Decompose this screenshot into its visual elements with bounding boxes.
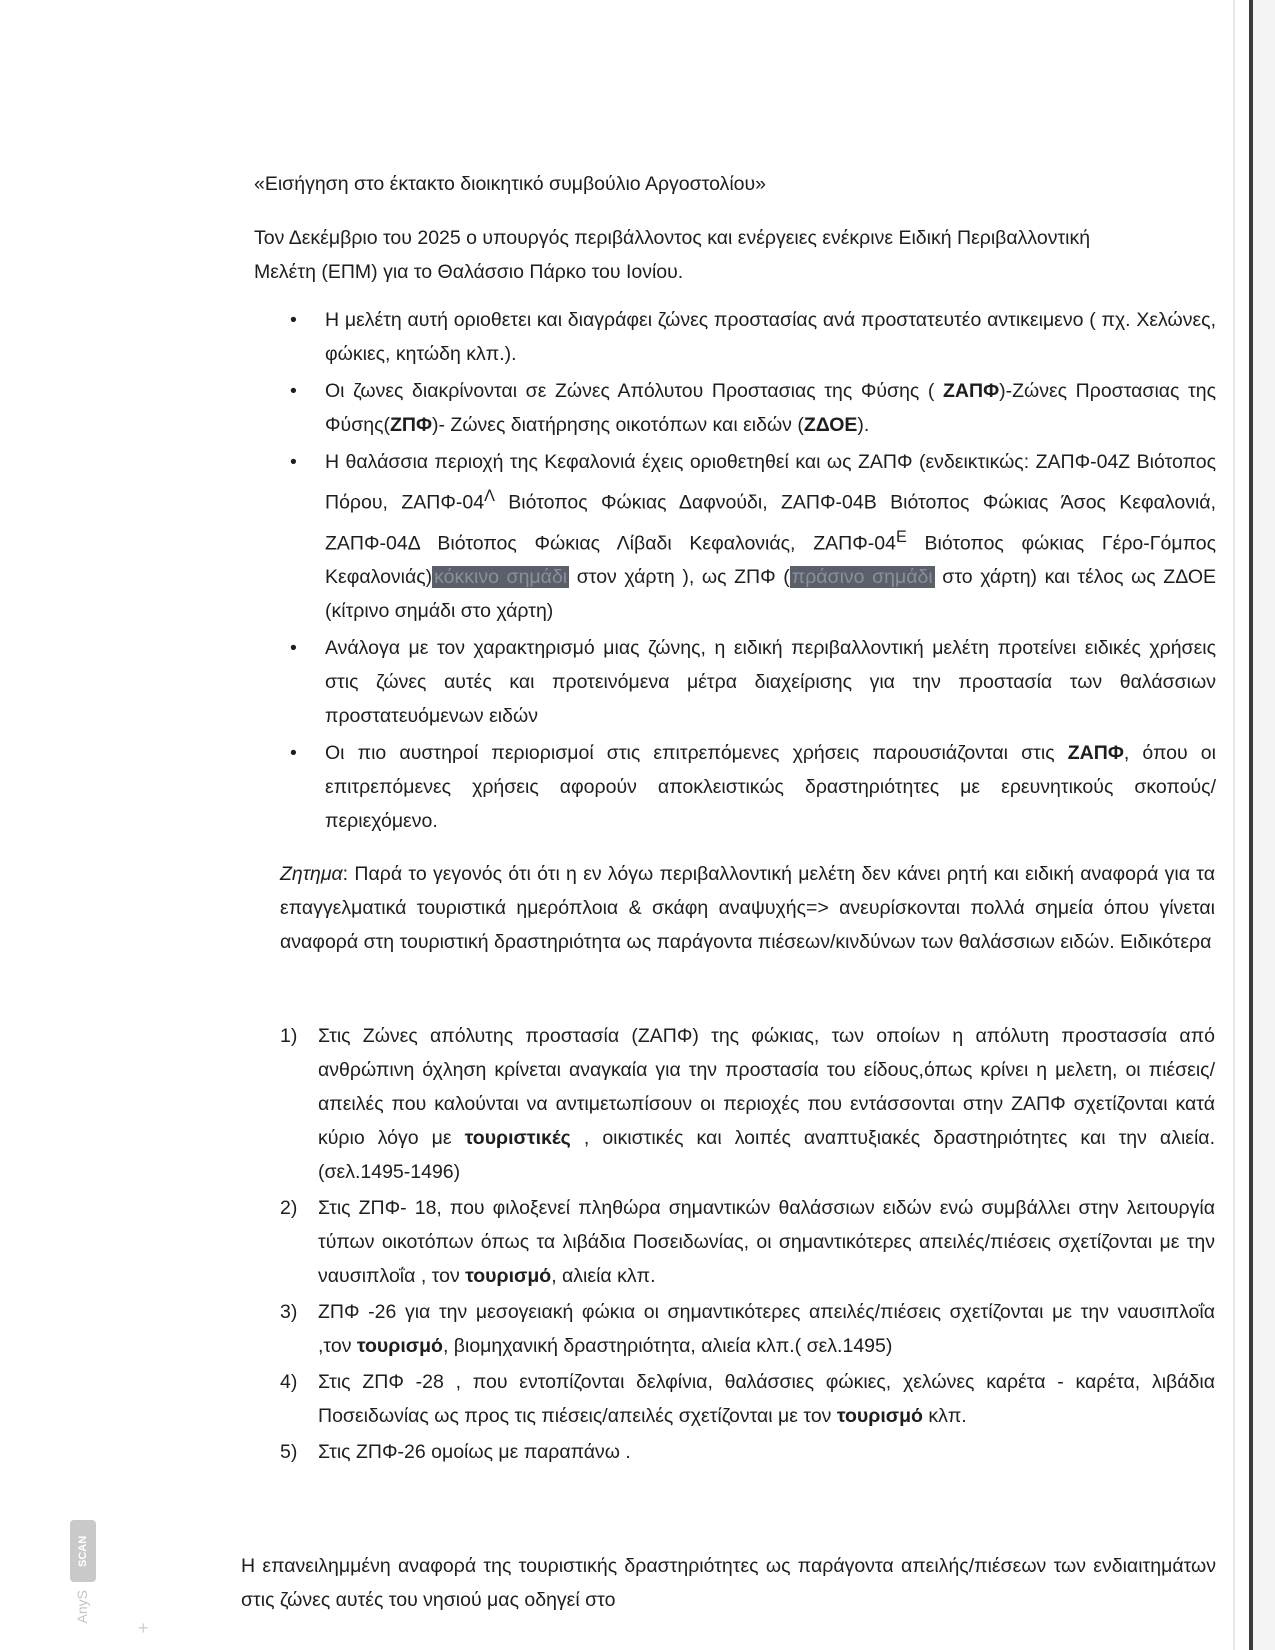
- item-number: 2): [280, 1197, 298, 1219]
- bold-term: τουρισμό: [356, 1335, 443, 1357]
- bold-term: ΖΠΦ: [390, 414, 432, 436]
- bullet-text: Ανάλογα με τον χαρακτηρισμό μιας ζώνης, η ειδική περιβαλλοντική μελέτη προτείνει ειδικές χρήσεις στις ζώνες αυτές και προτεινόμενα μέτρα διαχείρισης για την προστασία των θαλάσσιων προστατευόμενων ειδών: [325, 637, 1216, 727]
- numbered-item: [280, 1295, 1215, 1363]
- closing-paragraph: Η επανειλημμένη αναφορά της τουριστικής δραστηριότητες ως παράγοντα απειλής/πιέσεων των ενδιαιτημάτων στις ζώνες αυτές του νησιού μας οδηγεί στο: [241, 1555, 1216, 1611]
- item-text: Στις ΖΠΦ-26 ομοίως με παραπάνω .: [318, 1441, 631, 1463]
- bullet-text: , όπου οι επιτρεπόμενες χρήσεις αφορούν αποκλειστικώς δραστηριότητες με ερευνητικούς σκοπούς/περιεχόμενο.: [325, 742, 1216, 832]
- item-text: , αλιεία κλπ.: [551, 1265, 656, 1287]
- numbered-item: [280, 1191, 1215, 1293]
- numbered-item: [280, 1019, 1215, 1189]
- bullet-item: [254, 445, 1216, 628]
- issue-paragraph: [280, 857, 1215, 959]
- bold-term: τουρισμό: [836, 1405, 923, 1427]
- item-text: Στις ΖΠΦ -28 , που εντοπίζονται δελφίνια, θαλάσσιες φώκιες, χελώνες καρέτα - καρέτα, λιβάδια Ποσειδωνίας ως προς τις πιέσεις/απειλές σχετίζονται με τον: [318, 1371, 1215, 1427]
- document-title: «Εισήγηση στο έκτακτο διοικητικό συμβούλιο Αργοστολίου»: [254, 173, 767, 195]
- bold-term: τουρισμό: [465, 1265, 552, 1287]
- bullet-text: Οι ζωνες διακρίνονται σε Ζώνες Απόλυτου Προστασιας της Φύσης (: [325, 380, 943, 402]
- bullet-icon: •: [290, 742, 297, 764]
- issue-label: Ζητημα: [280, 863, 343, 885]
- item-text: Στις Ζώνες απόλυτης προστασία (ΖΑΠΦ) της φώκιας, των οποίων η απόλυτη προστασσία από ανθρώπινη όχληση κρίνεται αναγκαία για την προστασία του είδους,όπως κρίνει η μελετη, οι πιέσεις/απειλές που καλούνται να αντιμετωπίσουν οι περιοχές που εντάσσονται στην ΖΑΠΦ σχετίζονται κατά κύριο λόγο με: [318, 1025, 1215, 1149]
- bullet-text: ).: [857, 414, 870, 436]
- issue-text: : Παρά το γεγονός ότι ότι η εν λόγω περιβαλλοντική μελέτη δεν κάνει ρητή και ειδική αναφορά για τα επαγγελματικά τουριστικά ημερόπλοια & σκάφη αναψυχής=> ανευρίσκονται πολλά σημεία όπου γίνεται αναφορά στη τουριστική δραστηριότητα ως παράγοντα πιέσεων/κινδύνων των θαλάσσιων ειδών. Ειδικότερα: [280, 863, 1215, 953]
- bullet-text: Η θαλάσσια περιοχή της Κεφαλονιά έχεις οριοθετηθεί και ως ΖΑΠΦ (ενδεικτικώς: ΖΑΠΦ-04Ζ Βιότοπος Πόρου, ΖΑΠΦ-04: [325, 451, 1216, 514]
- item-text: , βιομηχανική δραστηριότητα, αλιεία κλπ.( σελ.1495): [442, 1335, 893, 1357]
- bullet-text: Η μελέτη αυτή οριοθετει και διαγράφει ζώνες προστασίας ανά προστατευτέο αντικειμενο ( πχ. Χελώνες, φώκιες, κητώδη κλπ.).: [325, 309, 1216, 365]
- bullet-text: )-Ζώνες Προστασιας της Φύσης(: [325, 380, 1216, 436]
- bold-term: ΖΑΠΦ: [943, 380, 1000, 402]
- numbered-item: [280, 1435, 1215, 1469]
- bold-term: τουριστικές: [464, 1127, 571, 1149]
- item-number: 5): [280, 1441, 298, 1463]
- bullet-text: Οι πιο αυστηροί περιορισμοί στις επιτρεπόμενες χρήσεις παρουσιάζονται στις: [325, 742, 1068, 764]
- intro-paragraph: Τον Δεκέμβριο του 2025 ο υπουργός περιβάλλοντος και ενέργειες ενέκρινε Ειδική Περιβαλλοντική Μελέτη (ΕΠΜ) για το Θαλάσσιο Πάρκο του Ιονίου.: [254, 227, 1091, 283]
- bold-term: ΖΑΠΦ: [1067, 742, 1124, 764]
- bullet-text: στο χάρτη) και τέλος ως ΖΔΟΕ (κίτρινο σημάδι στο χάρτη): [325, 566, 1216, 622]
- bullet-list: [254, 303, 1216, 841]
- crosshair-icon: +: [138, 1618, 149, 1638]
- bullet-item: [254, 303, 1216, 371]
- item-text: Στις ΖΠΦ- 18, που φιλοξενεί πληθώρα σημαντικών θαλάσσιων ειδών ενώ συμβάλλει στην λειτουργία τύπων οικοτόπων όπως τα λιβάδια Ποσειδωνίας, οι σημαντικότερες απειλές/πιέσεις σχετίζονται με την ναυσιπλοΐα , τον: [318, 1197, 1215, 1287]
- item-number: 3): [280, 1301, 298, 1323]
- scanner-watermark: [70, 1520, 100, 1640]
- bullet-text: Βιότοπος φώκιας Γέρο-Γόμπος Κεφαλονιάς): [325, 532, 1216, 588]
- bullet-item: [254, 736, 1216, 838]
- bullet-text: )- Ζώνες διατήρησης οικοτόπων και ειδών (: [432, 414, 804, 436]
- numbered-item: [280, 1365, 1215, 1433]
- bullet-icon: •: [290, 637, 297, 659]
- bullet-item: [254, 631, 1216, 733]
- bullet-text: στον χάρτη ), ως ΖΠΦ (: [569, 566, 790, 588]
- bold-term: ΖΔΟΕ: [803, 414, 858, 436]
- item-text: , οικιστικές και λοιπές αναπτυξιακές δραστηριότητες και την αλιεία. (σελ.1495-1496): [318, 1127, 1215, 1183]
- bullet-text: Βιότοπος Φώκιας Δαφνούδι, ΖΑΠΦ-04Β Βιότοπος Φώκιας Άσος Κεφαλονιά, ΖΑΠΦ-04Δ Βιότοπος Φώκιας Λίβαδι Κεφαλονιάς, ΖΑΠΦ-04: [325, 491, 1216, 554]
- bullet-icon: •: [290, 309, 297, 331]
- superscript: Λ: [484, 487, 495, 505]
- scanner-watermark-text: AnyS: [74, 1590, 90, 1624]
- item-number: 1): [280, 1025, 298, 1047]
- item-text: ΖΠΦ -26 για την μεσογειακή φώκια οι σημαντικότερες απειλές/πιέσεις σχετίζονται με την ναυσιπλοΐα ,τον: [318, 1301, 1215, 1357]
- bullet-icon: •: [290, 380, 297, 402]
- numbered-list: [280, 1019, 1215, 1471]
- redacted-highlight: κόκκινο σημάδι: [434, 566, 568, 588]
- scanner-badge: SCAN: [70, 1520, 96, 1582]
- bullet-item: [254, 374, 1216, 442]
- superscript: Ε: [895, 527, 907, 546]
- item-text: κλπ.: [922, 1405, 967, 1427]
- item-number: 4): [280, 1371, 298, 1393]
- bullet-icon: •: [290, 451, 297, 473]
- redacted-highlight: πράσινο σημάδι: [791, 566, 933, 588]
